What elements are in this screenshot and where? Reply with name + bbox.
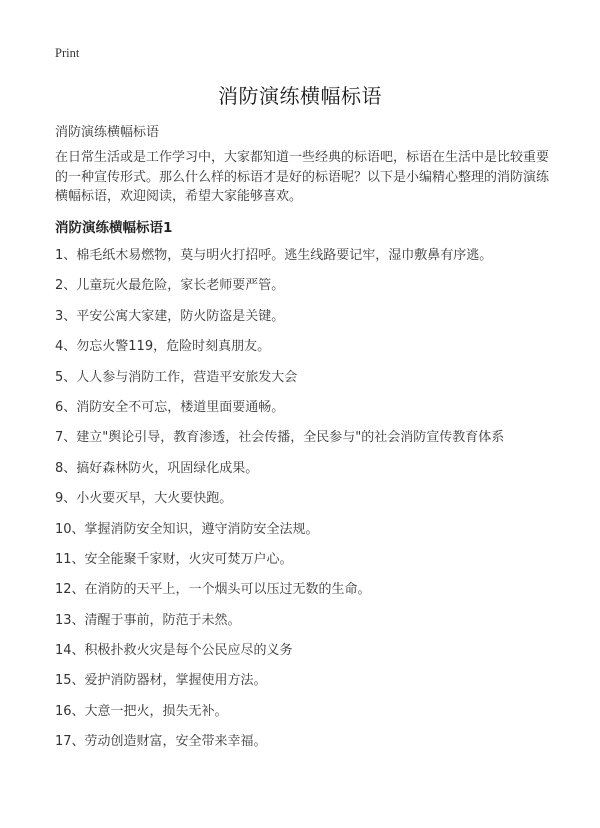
list-item: 8、搞好森林防火，巩固绿化成果。	[55, 460, 259, 476]
list-item: 16、大意一把火，损失无补。	[55, 703, 228, 719]
list-item: 9、小火要灭早，大火要快跑。	[55, 491, 233, 507]
list-item: 4、勿忘火警119，危险时刻真朋友。	[55, 339, 271, 355]
list-item: 15、爱护消防器材，掌握使用方法。	[55, 673, 267, 689]
list-item: 12、在消防的天平上，一个烟头可以压过无数的生命。	[55, 582, 371, 598]
list-item: 14、积极扑救火灾是每个公民应尽的义务	[55, 643, 293, 659]
intro-paragraph: 在日常生活或是工作学习中，大家都知道一些经典的标语吧，标语在生活中是比较重要的一种宣传形式。那么什么样的标语才是好的标语呢？以下是小编精心整理的消防演练横幅标语，欢迎阅读，希望大家能够喜欢。	[55, 150, 550, 204]
list-item: 10、掌握消防安全知识，遵守消防安全法规。	[55, 521, 319, 537]
list-item: 11、安全能聚千家财，火灾可焚万户心。	[55, 551, 293, 567]
print-link[interactable]: Print	[55, 46, 80, 60]
list-item: 3、平安公寓大家建，防火防盗是关键。	[55, 308, 285, 324]
page-title: 消防演练横幅标语	[218, 84, 382, 108]
slogan-list	[55, 248, 575, 765]
article-subtitle: 消防演练横幅标语	[55, 125, 160, 140]
list-item: 5、人人参与消防工作，营造平安旅发大会	[55, 369, 298, 385]
list-item: 17、劳动创造财富，安全带来幸福。	[55, 734, 267, 750]
section-heading: 消防演练横幅标语1	[55, 220, 173, 236]
list-item: 1、棉毛纸木易燃物，莫与明火打招呼。逃生线路要记牢，湿巾敷鼻有序逃。	[55, 248, 493, 263]
list-item: 6、消防安全不可忘，楼道里面要通畅。	[55, 399, 285, 415]
list-item: 7、建立"舆论引导，教育渗透，社会传播，全民参与"的社会消防宣传教育体系	[55, 430, 505, 446]
list-item: 2、儿童玩火最危险，家长老师要严管。	[55, 278, 285, 294]
list-item: 13、清醒于事前，防范于未然。	[55, 612, 241, 628]
